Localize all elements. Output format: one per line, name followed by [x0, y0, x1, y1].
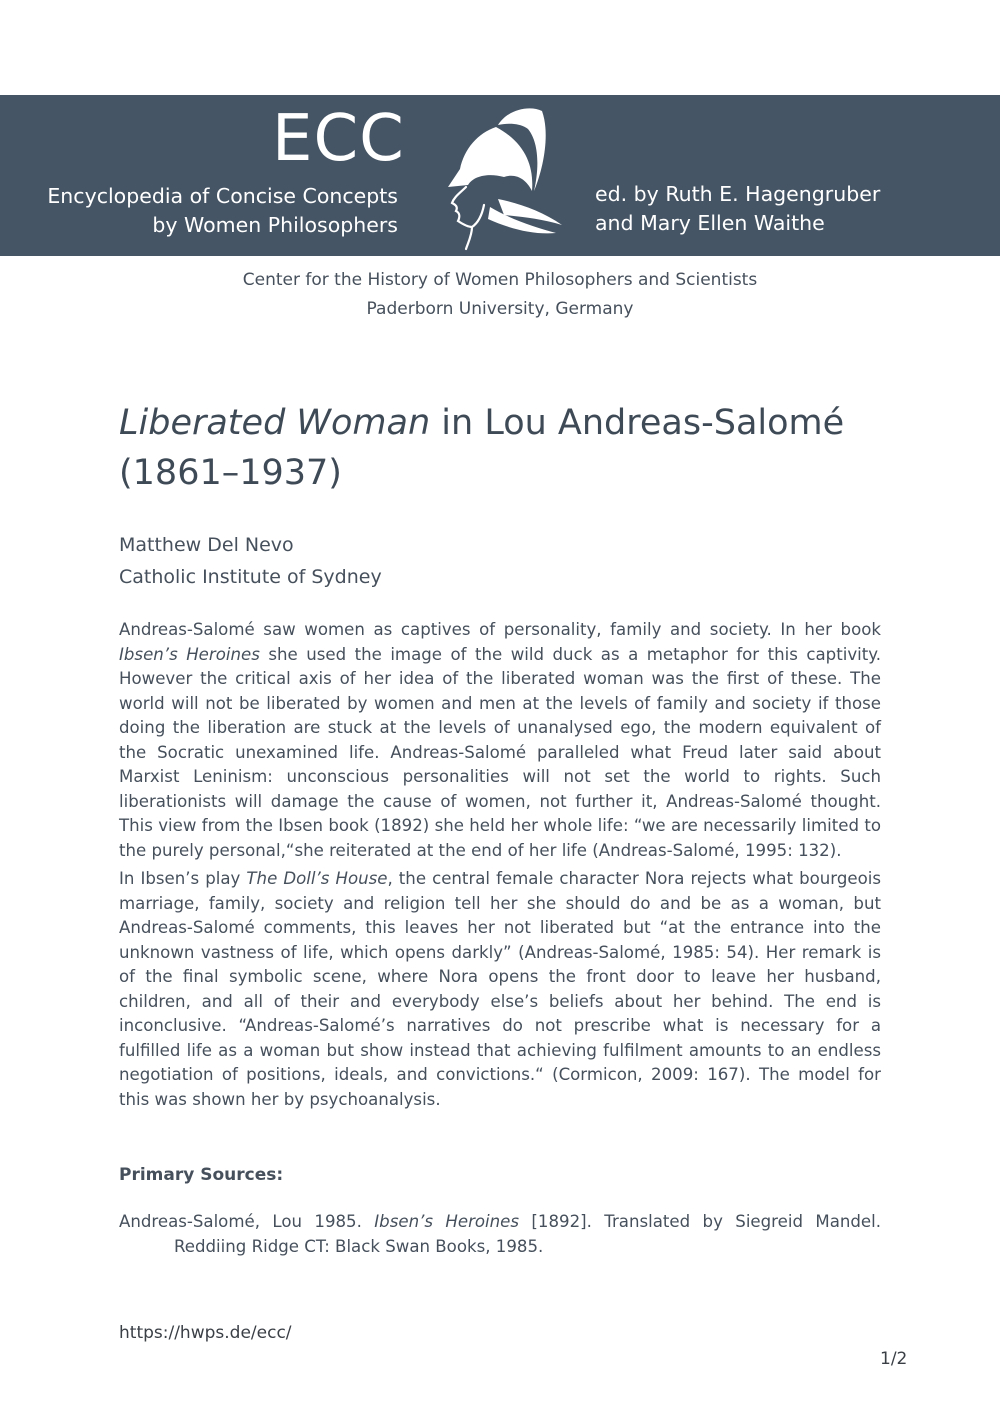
p1-text-a: Andreas-Salomé saw women as captives of personality, family and society. In her book [119, 620, 881, 639]
p2-play-title: The Doll’s House [246, 869, 388, 888]
ref-text-b: [1892]. Translated by Siegreid Mandel. Reddiing Ridge CT: Black Swan Books, 1985. [174, 1212, 882, 1256]
editors-line1: ed. by Ruth E. Hagengruber [595, 182, 881, 206]
ref-book-title: Ibsen’s Heroines [374, 1212, 520, 1231]
encyclopedia-title-line2: by Women Philosophers [152, 213, 398, 237]
page-number: 1/2 [880, 1349, 908, 1369]
p1-text-b: she used the image of the wild duck as a metaphor for this captivity. However the critical axis of her idea of the liberated woman was the first of these. The world will not be liberated by women and men at the levels of family and society if those doing the liberation are stuck at the levels of unanalysed ego, the modern equivalent of the Socratic unexamined life. Andreas-Salomé paralleled what Freud later said about Marxist Leninism: unconscious personalities will not set the world to rights. Such liberationists will damage the cause of women, not further it, Andreas-Salomé thought. This view from the Ibsen book (1892) she held her whole life: “we are necessarily limited to the purely personal,“she reiterated at the end of her life (Andreas-Salomé, 1995: 132). [119, 644, 881, 860]
p2-text-a: In Ibsen’s play [119, 869, 247, 888]
author-name: Matthew Del Nevo [119, 534, 294, 556]
institution-line1: Center for the History of Women Philosophers and Scientists [242, 270, 758, 290]
title-rest: in Lou Andreas-Salomé (1861–1937) [119, 403, 845, 493]
reference-entry [119, 1209, 881, 1259]
body-paragraph-1 [119, 618, 881, 863]
author-affiliation: Catholic Institute of Sydney [119, 566, 382, 588]
p2-text-b: , the central female character Nora rejects what bourgeois marriage, family, society and religion tell her she should do and be as a woman, but Andreas-Salomé comments, this leaves her not liberated but “at the entrance into the unknown vastness of life, which opens darkly” (Andreas-Salomé, 1985: 54). Her remark is of the final symbolic scene, where Nora opens the front door to leave her husband, children, and all of their and everybody else’s beliefs about her behind. The end is inconclusive. “Andreas-Salomé’s narratives do not prescribe what is necessary for a fulfilled life as a woman but show instead that achieving fulfilment amounts to an endless negotiation of positions, ideals, and convictions.“ (Cormicon, 2009: 167). The model for this was shown her by psychoanalysis. [119, 869, 881, 1109]
encyclopedia-title-line1: Encyclopedia of Concise Concepts [47, 184, 398, 208]
ecc-logo-text: ECC [272, 102, 405, 176]
p1-book-title: Ibsen’s Heroines [119, 644, 260, 664]
body-paragraph-2 [119, 867, 881, 1112]
footer-url-link[interactable]: https://hwps.de/ecc/ [119, 1323, 292, 1343]
primary-sources-heading: Primary Sources: [119, 1165, 284, 1185]
institution-line2: Paderborn University, Germany [366, 299, 634, 319]
title-italic-part: Liberated Woman [119, 403, 431, 443]
header-banner [0, 95, 1000, 256]
page-title [119, 398, 899, 498]
athena-helmet-logo-icon [438, 103, 570, 253]
editors-line2: and Mary Ellen Waithe [595, 211, 825, 235]
ref-text-a: Andreas-Salomé, Lou 1985. [119, 1212, 375, 1231]
